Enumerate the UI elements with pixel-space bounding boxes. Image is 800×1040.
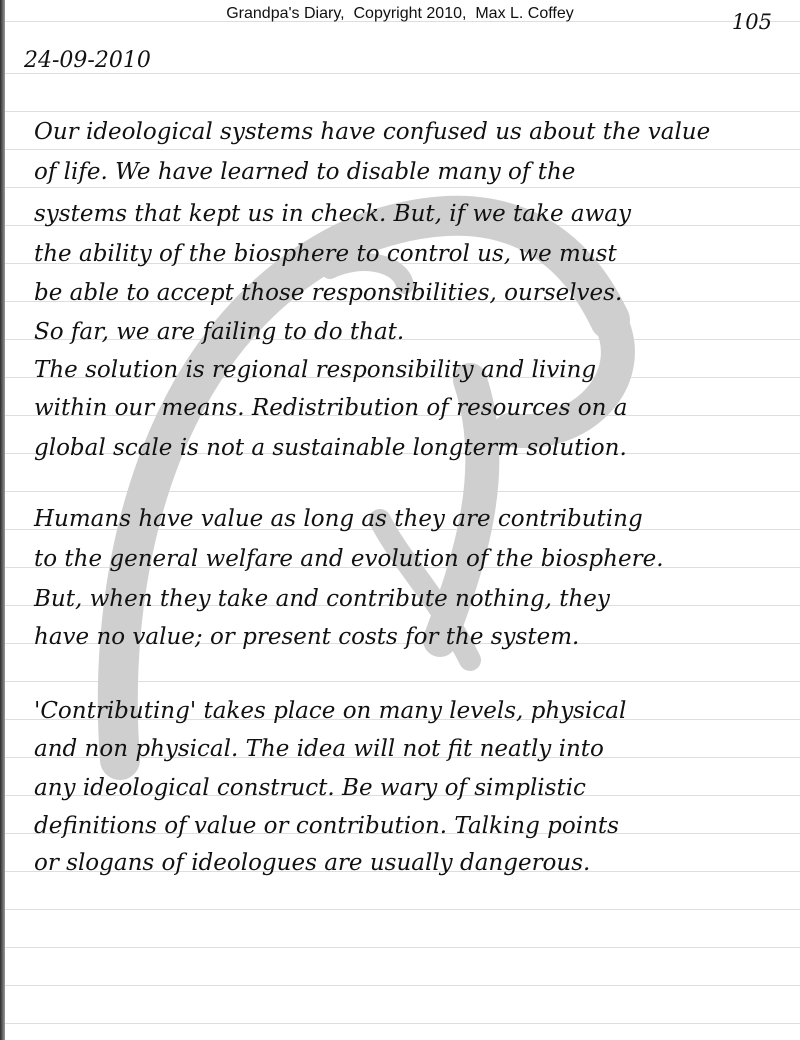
text-line: and non physical. The idea will not fit neatly into — [34, 736, 604, 762]
page-number: 105 — [731, 10, 772, 34]
text-line: global scale is not a sustainable longterm solution. — [34, 435, 627, 461]
text-line: Humans have value as long as they are contributing — [34, 506, 643, 532]
text-line: to the general welfare and evolution of the biosphere. — [34, 546, 664, 572]
text-line: 'Contributing' takes place on many levels, physical — [34, 698, 627, 724]
text-line: be able to accept those responsibilities, ourselves. — [34, 280, 623, 306]
text-line: But, when they take and contribute nothing, they — [34, 586, 610, 612]
text-line: definitions of value or contribution. Talking points — [34, 813, 619, 839]
text-line: within our means. Redistribution of resources on a — [34, 395, 628, 421]
text-line: the ability of the biosphere to control us, we must — [34, 241, 617, 267]
text-line: have no value; or present costs for the system. — [34, 624, 580, 650]
text-line: of life. We have learned to disable many of the — [34, 159, 576, 185]
text-line: So far, we are failing to do that. — [34, 319, 405, 345]
text-line: Our ideological systems have confused us about the value — [34, 119, 711, 145]
entry-date: 24-09-2010 — [24, 48, 151, 73]
text-line: or slogans of ideologues are usually dangerous. — [34, 850, 591, 876]
page-header: Grandpa's Diary, Copyright 2010, Max L. Coffey — [226, 5, 574, 22]
text-line: systems that kept us in check. But, if we take away — [34, 201, 631, 227]
text-line: any ideological construct. Be wary of simplistic — [34, 775, 586, 801]
text-line: The solution is regional responsibility and living — [34, 357, 597, 383]
